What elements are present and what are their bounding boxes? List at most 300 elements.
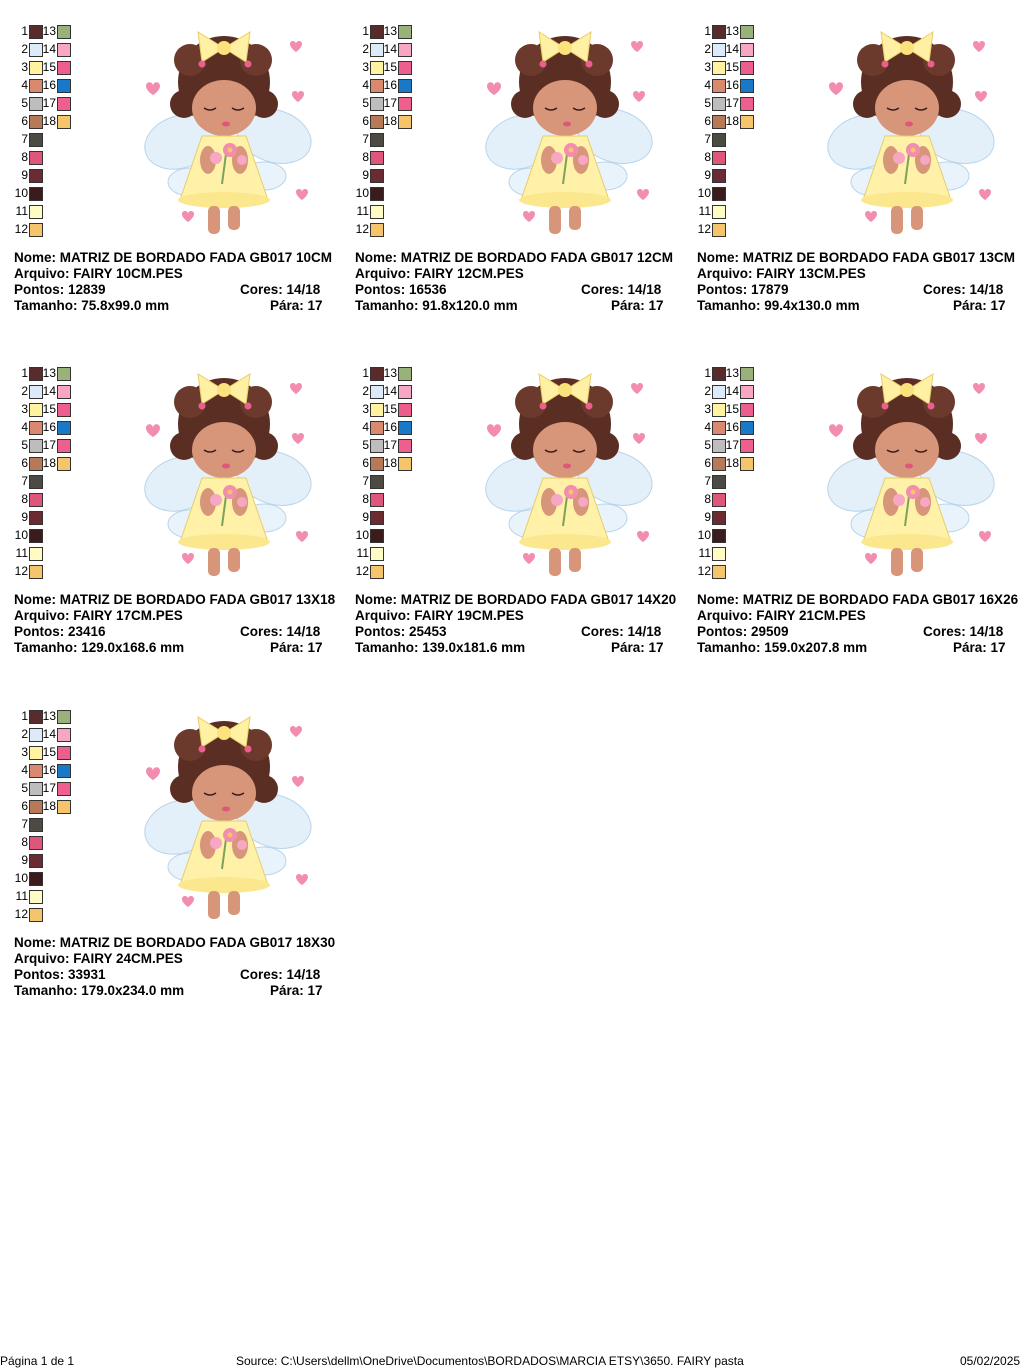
color-palette	[355, 366, 435, 586]
palette-row	[697, 510, 767, 528]
design-name: MATRIZ DE BORDADO FADA GB017 12CM	[400, 250, 674, 265]
palette-row	[355, 510, 425, 528]
colors-label: Cores:	[581, 624, 624, 639]
palette-row	[14, 835, 84, 853]
palette-row	[14, 438, 84, 456]
color-number: 14	[725, 384, 739, 398]
color-number: 3	[21, 402, 28, 416]
palette-row	[14, 402, 84, 420]
color-number: 12	[355, 222, 369, 236]
color-number: 5	[704, 96, 711, 110]
stitches-label: Pontos:	[14, 282, 65, 297]
color-number: 18	[42, 799, 56, 813]
color-number: 3	[21, 60, 28, 74]
palette-row	[14, 817, 84, 835]
color-number: 15	[725, 402, 739, 416]
color-swatch	[712, 97, 726, 111]
color-swatch	[740, 43, 754, 57]
color-swatch	[29, 367, 43, 381]
size-label: Tamanho:	[14, 298, 78, 313]
palette-row	[14, 564, 84, 582]
color-swatch	[370, 133, 384, 147]
color-swatch	[740, 457, 754, 471]
design-name: MATRIZ DE BORDADO FADA GB017 13X18	[59, 592, 336, 607]
name-label: Nome:	[14, 250, 57, 265]
color-number: 14	[42, 384, 56, 398]
palette-row	[697, 456, 767, 474]
color-number: 17	[42, 438, 56, 452]
color-swatch	[29, 61, 43, 75]
color-swatch	[740, 403, 754, 417]
design-info	[355, 250, 697, 314]
design-name: MATRIZ DE BORDADO FADA GB017 16X26	[742, 592, 1019, 607]
color-palette	[697, 366, 777, 586]
color-swatch	[398, 115, 412, 129]
color-swatch	[712, 565, 726, 579]
color-swatch	[740, 439, 754, 453]
palette-row	[14, 763, 84, 781]
design-size: 179.0x234.0 mm	[81, 983, 185, 998]
color-number: 15	[383, 60, 397, 74]
palette-row	[355, 24, 425, 42]
file-name: FAIRY 24CM.PES	[73, 951, 183, 966]
color-number: 18	[42, 456, 56, 470]
color-count: 14/18	[627, 282, 662, 297]
palette-row	[697, 420, 767, 438]
colors-label: Cores:	[240, 967, 283, 982]
color-swatch	[370, 403, 384, 417]
color-number: 5	[362, 96, 369, 110]
palette-row	[14, 492, 84, 510]
palette-row	[355, 132, 425, 150]
color-swatch	[29, 133, 43, 147]
color-number: 17	[42, 96, 56, 110]
color-number: 1	[21, 366, 28, 380]
color-swatch	[712, 421, 726, 435]
color-number: 16	[383, 78, 397, 92]
color-swatch	[712, 187, 726, 201]
color-swatch	[57, 746, 71, 760]
stitch-count: 29509	[751, 624, 789, 639]
color-number: 1	[704, 24, 711, 38]
color-swatch	[370, 61, 384, 75]
color-number: 16	[725, 420, 739, 434]
palette-row	[14, 60, 84, 78]
color-swatch	[57, 385, 71, 399]
color-swatch	[29, 908, 43, 922]
color-number: 5	[21, 781, 28, 795]
color-swatch	[57, 457, 71, 471]
palette-row	[14, 474, 84, 492]
color-swatch	[29, 25, 43, 39]
color-number: 13	[725, 24, 739, 38]
color-swatch	[712, 475, 726, 489]
palette-row	[697, 96, 767, 114]
palette-row	[697, 78, 767, 96]
stitch-count: 25453	[409, 624, 447, 639]
stitches-label: Pontos:	[14, 624, 65, 639]
file-label: Arquivo:	[14, 608, 70, 623]
color-number: 11	[15, 546, 28, 560]
color-number: 13	[42, 709, 56, 723]
color-count: 14/18	[969, 624, 1004, 639]
palette-row	[14, 853, 84, 871]
color-number: 2	[21, 42, 28, 56]
name-label: Nome:	[355, 250, 398, 265]
color-swatch	[57, 367, 71, 381]
fairy-embroidery-image	[132, 709, 322, 927]
color-swatch	[29, 115, 43, 129]
color-number: 6	[362, 456, 369, 470]
fairy-embroidery-image	[815, 24, 1005, 242]
color-swatch	[398, 457, 412, 471]
color-swatch	[29, 511, 43, 525]
file-name: FAIRY 10CM.PES	[73, 266, 183, 281]
color-swatch	[398, 439, 412, 453]
color-number: 11	[15, 889, 28, 903]
color-swatch	[712, 367, 726, 381]
color-number: 17	[42, 781, 56, 795]
color-number: 2	[362, 384, 369, 398]
palette-row	[697, 60, 767, 78]
color-swatch	[740, 79, 754, 93]
color-number: 1	[362, 366, 369, 380]
palette-row	[355, 564, 425, 582]
colors-label: Cores:	[240, 282, 283, 297]
color-number: 16	[42, 78, 56, 92]
name-label: Nome:	[697, 592, 740, 607]
palette-row	[697, 384, 767, 402]
color-swatch	[57, 439, 71, 453]
palette-row	[14, 114, 84, 132]
color-number: 14	[725, 42, 739, 56]
color-number: 6	[21, 799, 28, 813]
stops-label: Pára:	[270, 983, 304, 998]
color-number: 13	[725, 366, 739, 380]
color-swatch	[712, 439, 726, 453]
palette-row	[355, 474, 425, 492]
color-number: 10	[14, 871, 28, 885]
color-number: 7	[21, 132, 28, 146]
color-number: 12	[355, 564, 369, 578]
palette-row	[697, 132, 767, 150]
file-label: Arquivo:	[14, 266, 70, 281]
color-number: 7	[362, 132, 369, 146]
palette-row	[355, 456, 425, 474]
color-number: 8	[21, 150, 28, 164]
design-name: MATRIZ DE BORDADO FADA GB017 10CM	[59, 250, 333, 265]
color-swatch	[370, 97, 384, 111]
palette-row	[355, 96, 425, 114]
color-swatch	[740, 97, 754, 111]
color-swatch	[57, 115, 71, 129]
color-number: 2	[362, 42, 369, 56]
stitches-label: Pontos:	[697, 282, 748, 297]
color-count: 14/18	[969, 282, 1004, 297]
color-swatch	[370, 511, 384, 525]
palette-row	[697, 114, 767, 132]
color-number: 10	[355, 528, 369, 542]
stop-count: 17	[648, 640, 664, 655]
color-number: 8	[362, 150, 369, 164]
color-swatch	[29, 746, 43, 760]
palette-row	[14, 907, 84, 925]
color-number: 4	[704, 420, 711, 434]
color-swatch	[398, 421, 412, 435]
size-label: Tamanho:	[14, 983, 78, 998]
color-number: 9	[21, 853, 28, 867]
color-number: 5	[704, 438, 711, 452]
color-number: 14	[42, 42, 56, 56]
color-number: 17	[383, 96, 397, 110]
size-label: Tamanho:	[697, 640, 761, 655]
color-number: 3	[362, 60, 369, 74]
color-number: 7	[704, 132, 711, 146]
file-name: FAIRY 21CM.PES	[756, 608, 866, 623]
design-info	[14, 592, 356, 656]
palette-row	[697, 402, 767, 420]
color-swatch	[29, 439, 43, 453]
color-count: 14/18	[286, 967, 321, 982]
color-swatch	[29, 890, 43, 904]
color-swatch	[29, 836, 43, 850]
color-swatch	[712, 547, 726, 561]
colors-label: Cores:	[923, 624, 966, 639]
palette-row	[697, 186, 767, 204]
color-number: 17	[725, 438, 739, 452]
palette-row	[14, 24, 84, 42]
color-swatch	[712, 151, 726, 165]
color-swatch	[57, 25, 71, 39]
color-number: 8	[362, 492, 369, 506]
design-name: MATRIZ DE BORDADO FADA GB017 13CM	[742, 250, 1016, 265]
color-number: 11	[356, 546, 369, 560]
color-swatch	[712, 385, 726, 399]
stitches-label: Pontos:	[355, 282, 406, 297]
color-number: 15	[42, 402, 56, 416]
file-name: FAIRY 12CM.PES	[414, 266, 524, 281]
color-swatch	[29, 493, 43, 507]
color-swatch	[29, 151, 43, 165]
color-number: 13	[42, 366, 56, 380]
color-swatch	[712, 493, 726, 507]
color-number: 13	[383, 24, 397, 38]
color-number: 18	[383, 114, 397, 128]
name-label: Nome:	[697, 250, 740, 265]
stop-count: 17	[307, 640, 323, 655]
stop-count: 17	[648, 298, 664, 313]
colors-label: Cores:	[581, 282, 624, 297]
color-number: 10	[14, 528, 28, 542]
color-number: 9	[362, 510, 369, 524]
color-number: 14	[42, 727, 56, 741]
color-swatch	[398, 385, 412, 399]
color-number: 10	[14, 186, 28, 200]
palette-row	[14, 546, 84, 564]
color-swatch	[29, 854, 43, 868]
stitch-count: 16536	[409, 282, 447, 297]
color-number: 18	[725, 114, 739, 128]
palette-row	[355, 42, 425, 60]
palette-row	[355, 78, 425, 96]
palette-row	[14, 168, 84, 186]
design-info	[14, 250, 356, 314]
color-number: 5	[21, 96, 28, 110]
color-swatch	[398, 79, 412, 93]
color-number: 8	[21, 835, 28, 849]
color-number: 7	[704, 474, 711, 488]
color-number: 12	[697, 222, 711, 236]
palette-row	[14, 871, 84, 889]
color-number: 2	[21, 384, 28, 398]
palette-row	[355, 150, 425, 168]
color-number: 5	[21, 438, 28, 452]
color-number: 6	[362, 114, 369, 128]
palette-row	[697, 474, 767, 492]
print-date: 05/02/2025	[960, 1354, 1021, 1368]
palette-row	[697, 150, 767, 168]
color-swatch	[712, 43, 726, 57]
color-swatch	[29, 475, 43, 489]
color-number: 17	[383, 438, 397, 452]
palette-row	[697, 24, 767, 42]
color-swatch	[740, 367, 754, 381]
color-number: 15	[42, 745, 56, 759]
color-swatch	[740, 115, 754, 129]
palette-row	[14, 456, 84, 474]
color-number: 8	[704, 150, 711, 164]
color-swatch	[740, 61, 754, 75]
color-swatch	[740, 25, 754, 39]
color-number: 7	[362, 474, 369, 488]
color-swatch	[370, 79, 384, 93]
color-swatch	[29, 79, 43, 93]
color-number: 1	[704, 366, 711, 380]
source-path: Source: C:\Users\dellm\OneDrive\Documentos\BORDADOS\MARCIA ETSY\3650. FAIRY pasta	[236, 1354, 744, 1368]
palette-row	[14, 727, 84, 745]
color-swatch	[398, 61, 412, 75]
palette-row	[697, 204, 767, 222]
color-number: 4	[362, 420, 369, 434]
color-swatch	[712, 205, 726, 219]
color-number: 17	[725, 96, 739, 110]
color-number: 6	[21, 114, 28, 128]
palette-row	[14, 709, 84, 727]
color-swatch	[370, 25, 384, 39]
stops-label: Pára:	[953, 298, 987, 313]
color-swatch	[29, 565, 43, 579]
color-swatch	[29, 728, 43, 742]
palette-row	[697, 42, 767, 60]
color-swatch	[29, 43, 43, 57]
color-number: 12	[14, 907, 28, 921]
palette-row	[697, 528, 767, 546]
color-swatch	[57, 403, 71, 417]
palette-row	[14, 42, 84, 60]
color-swatch	[370, 43, 384, 57]
design-info	[14, 935, 356, 999]
color-number: 10	[697, 186, 711, 200]
stop-count: 17	[990, 298, 1006, 313]
color-swatch	[29, 169, 43, 183]
color-swatch	[29, 187, 43, 201]
color-number: 3	[704, 402, 711, 416]
color-swatch	[370, 475, 384, 489]
color-swatch	[712, 115, 726, 129]
color-swatch	[29, 421, 43, 435]
color-swatch	[57, 728, 71, 742]
palette-row	[14, 366, 84, 384]
color-palette	[697, 24, 777, 244]
palette-row	[14, 781, 84, 799]
palette-row	[14, 186, 84, 204]
color-count: 14/18	[627, 624, 662, 639]
stitches-label: Pontos:	[355, 624, 406, 639]
file-label: Arquivo:	[355, 608, 411, 623]
color-swatch	[29, 872, 43, 886]
color-swatch	[370, 547, 384, 561]
color-palette	[14, 366, 94, 586]
color-swatch	[29, 403, 43, 417]
colors-label: Cores:	[923, 282, 966, 297]
design-info	[697, 250, 1024, 314]
color-number: 2	[704, 42, 711, 56]
fairy-embroidery-image	[473, 24, 663, 242]
color-swatch	[370, 115, 384, 129]
design-size: 159.0x207.8 mm	[764, 640, 868, 655]
color-number: 16	[42, 420, 56, 434]
color-number: 6	[704, 114, 711, 128]
color-swatch	[29, 547, 43, 561]
size-label: Tamanho:	[697, 298, 761, 313]
color-number: 16	[42, 763, 56, 777]
stitch-count: 33931	[68, 967, 106, 982]
color-swatch	[29, 818, 43, 832]
palette-row	[355, 186, 425, 204]
color-number: 3	[362, 402, 369, 416]
size-label: Tamanho:	[14, 640, 78, 655]
palette-row	[14, 420, 84, 438]
stops-label: Pára:	[953, 640, 987, 655]
color-swatch	[370, 367, 384, 381]
page-number: Página 1 de 1	[0, 1354, 75, 1368]
color-number: 16	[383, 420, 397, 434]
color-number: 4	[704, 78, 711, 92]
color-swatch	[398, 367, 412, 381]
palette-row	[14, 528, 84, 546]
palette-row	[697, 168, 767, 186]
color-swatch	[370, 205, 384, 219]
stitches-label: Pontos:	[697, 624, 748, 639]
name-label: Nome:	[355, 592, 398, 607]
color-swatch	[370, 565, 384, 579]
color-number: 11	[698, 546, 711, 560]
color-number: 18	[725, 456, 739, 470]
color-swatch	[29, 97, 43, 111]
color-swatch	[712, 511, 726, 525]
color-number: 18	[383, 456, 397, 470]
color-swatch	[712, 223, 726, 237]
color-swatch	[29, 385, 43, 399]
color-swatch	[398, 97, 412, 111]
color-number: 12	[697, 564, 711, 578]
color-swatch	[712, 529, 726, 543]
color-swatch	[29, 782, 43, 796]
color-number: 15	[725, 60, 739, 74]
design-card	[697, 24, 1024, 324]
color-swatch	[398, 403, 412, 417]
stops-label: Pára:	[611, 640, 645, 655]
